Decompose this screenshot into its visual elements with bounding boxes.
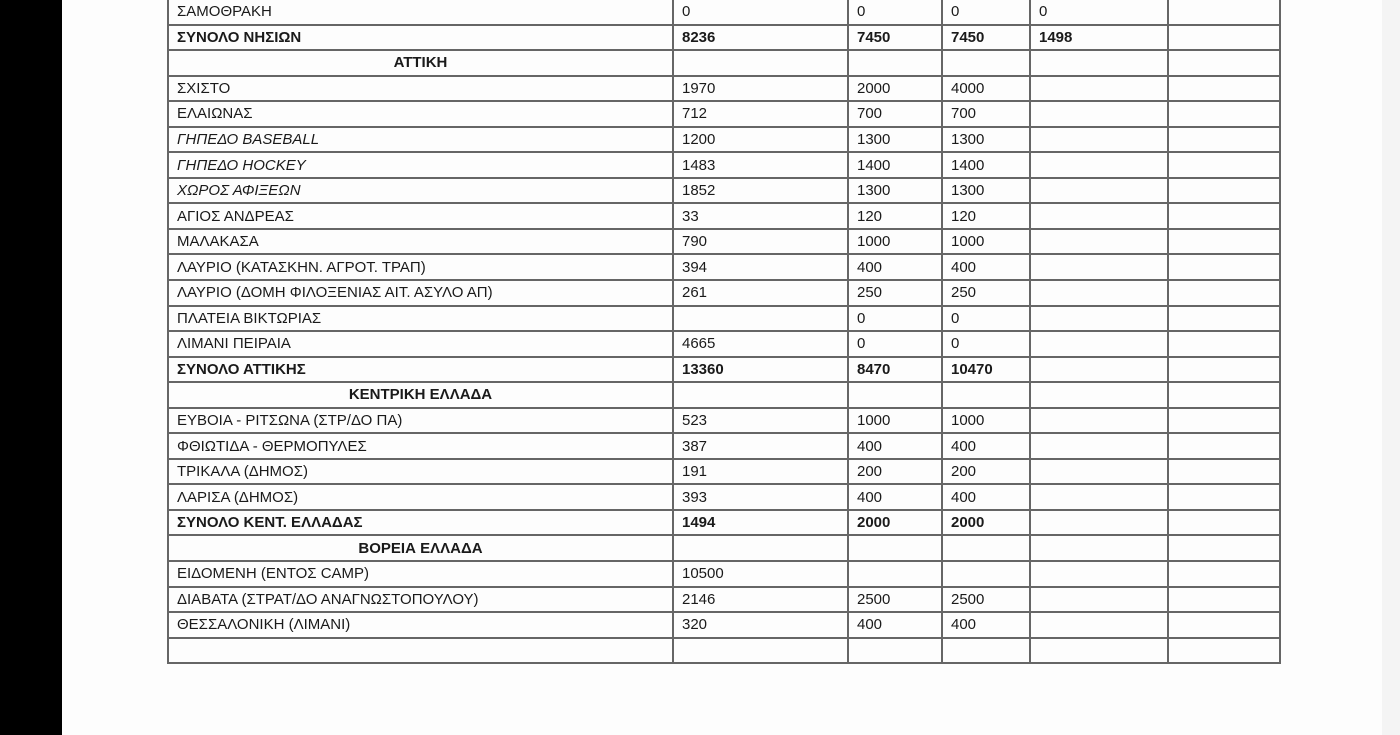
- value-cell-v1: 1970: [673, 76, 848, 102]
- table-row: [168, 76, 1280, 102]
- empty-cell: [1168, 510, 1280, 536]
- value-cell-v1: 1494: [673, 510, 848, 536]
- value-cell-v3: 2000: [942, 510, 1030, 536]
- value-cell-v1: 1852: [673, 178, 848, 204]
- location-name: ΣΧΙΣΤΟ: [168, 76, 673, 102]
- value-cell-v4: [1030, 203, 1168, 229]
- value-cell-v4: [1030, 510, 1168, 536]
- table-row: [168, 561, 1280, 587]
- table-row: [168, 612, 1280, 638]
- section-title: ΑΤΤΙΚΗ: [168, 50, 673, 76]
- value-cell-v4: [1030, 127, 1168, 153]
- value-cell-v4: [1030, 535, 1168, 561]
- empty-cell: [1168, 203, 1280, 229]
- value-cell-v3: [942, 50, 1030, 76]
- empty-cell: [1168, 229, 1280, 255]
- location-name: ΜΑΛΑΚΑΣΑ: [168, 229, 673, 255]
- value-cell-v4: [1030, 280, 1168, 306]
- document-page: [62, 0, 1382, 735]
- value-cell-v3: 1000: [942, 229, 1030, 255]
- total-row: [168, 357, 1280, 383]
- table-row: [168, 0, 1280, 25]
- page-edge: [1382, 0, 1400, 735]
- location-name: ΣΥΝΟΛΟ ΝΗΣΙΩΝ: [168, 25, 673, 51]
- empty-cell: [1168, 50, 1280, 76]
- value-cell-v1: 10500: [673, 561, 848, 587]
- table-row: [168, 306, 1280, 332]
- location-name: ΣΑΜΟΘΡΑΚΗ: [168, 0, 673, 25]
- value-cell-v3: 0: [942, 331, 1030, 357]
- value-cell-v4: [1030, 357, 1168, 383]
- value-cell-v3: 400: [942, 612, 1030, 638]
- value-cell-v2: 400: [848, 433, 942, 459]
- value-cell-v2: 1400: [848, 152, 942, 178]
- value-cell-v4: [1030, 152, 1168, 178]
- value-cell-v3: 2500: [942, 587, 1030, 613]
- value-cell-v2: 8470: [848, 357, 942, 383]
- value-cell-v1: 191: [673, 459, 848, 485]
- empty-cell: [1168, 101, 1280, 127]
- value-cell-v1: 320: [673, 612, 848, 638]
- table-row: [168, 484, 1280, 510]
- value-cell-v3: 250: [942, 280, 1030, 306]
- value-cell-v1: 1200: [673, 127, 848, 153]
- value-cell-v2: 7450: [848, 25, 942, 51]
- value-cell-v4: [1030, 561, 1168, 587]
- value-cell-v4: 1498: [1030, 25, 1168, 51]
- table-row: [168, 127, 1280, 153]
- total-row: [168, 25, 1280, 51]
- empty-cell: [1168, 638, 1280, 664]
- value-cell-v1: 394: [673, 254, 848, 280]
- empty-cell: [1168, 561, 1280, 587]
- value-cell-v2: [848, 638, 942, 664]
- value-cell-v3: [942, 535, 1030, 561]
- value-cell-v4: [1030, 433, 1168, 459]
- section-header-row: [168, 50, 1280, 76]
- value-cell-v1: 523: [673, 408, 848, 434]
- table-row: [168, 587, 1280, 613]
- refugee-capacity-table: [167, 0, 1281, 664]
- value-cell-v1: [673, 382, 848, 408]
- empty-cell: [1168, 357, 1280, 383]
- location-name: [168, 638, 673, 664]
- value-cell-v2: 400: [848, 254, 942, 280]
- value-cell-v3: 700: [942, 101, 1030, 127]
- value-cell-v2: [848, 50, 942, 76]
- value-cell-v3: 0: [942, 306, 1030, 332]
- section-title: ΚΕΝΤΡΙΚΗ ΕΛΛΑΔΑ: [168, 382, 673, 408]
- table-row: [168, 229, 1280, 255]
- value-cell-v4: [1030, 76, 1168, 102]
- value-cell-v2: 250: [848, 280, 942, 306]
- empty-cell: [1168, 382, 1280, 408]
- empty-cell: [1168, 76, 1280, 102]
- value-cell-v4: [1030, 459, 1168, 485]
- value-cell-v1: [673, 535, 848, 561]
- value-cell-v3: 1300: [942, 178, 1030, 204]
- total-row: [168, 510, 1280, 536]
- value-cell-v3: 400: [942, 484, 1030, 510]
- value-cell-v2: 2000: [848, 510, 942, 536]
- value-cell-v1: 387: [673, 433, 848, 459]
- location-name: ΣΥΝΟΛΟ ΚΕΝΤ. ΕΛΛΑΔΑΣ: [168, 510, 673, 536]
- table-row: [168, 203, 1280, 229]
- value-cell-v4: [1030, 306, 1168, 332]
- value-cell-v3: 1400: [942, 152, 1030, 178]
- value-cell-v4: 0: [1030, 0, 1168, 25]
- value-cell-v4: [1030, 50, 1168, 76]
- value-cell-v2: [848, 382, 942, 408]
- empty-cell: [1168, 0, 1280, 25]
- value-cell-v4: [1030, 101, 1168, 127]
- value-cell-v3: 400: [942, 433, 1030, 459]
- value-cell-v3: [942, 561, 1030, 587]
- value-cell-v1: 712: [673, 101, 848, 127]
- value-cell-v1: 33: [673, 203, 848, 229]
- empty-cell: [1168, 178, 1280, 204]
- table-row: [168, 178, 1280, 204]
- value-cell-v3: [942, 638, 1030, 664]
- location-name: ΔΙΑΒΑΤΑ (ΣΤΡΑΤ/ΔΟ ΑΝΑΓΝΩΣΤΟΠΟΥΛΟΥ): [168, 587, 673, 613]
- value-cell-v4: [1030, 331, 1168, 357]
- value-cell-v4: [1030, 382, 1168, 408]
- empty-cell: [1168, 306, 1280, 332]
- value-cell-v4: [1030, 408, 1168, 434]
- location-name: ΧΩΡΟΣ ΑΦΙΞΕΩΝ: [168, 178, 673, 204]
- table-row: [168, 254, 1280, 280]
- location-name: ΛΑΡΙΣΑ (ΔΗΜΟΣ): [168, 484, 673, 510]
- value-cell-v4: [1030, 229, 1168, 255]
- empty-cell: [1168, 331, 1280, 357]
- value-cell-v3: 1300: [942, 127, 1030, 153]
- location-name: ΛΑΥΡΙΟ (ΚΑΤΑΣΚΗΝ. ΑΓΡΟΤ. ΤΡΑΠ): [168, 254, 673, 280]
- value-cell-v2: 200: [848, 459, 942, 485]
- value-cell-v4: [1030, 484, 1168, 510]
- value-cell-v1: 8236: [673, 25, 848, 51]
- table-row: [168, 152, 1280, 178]
- value-cell-v3: 120: [942, 203, 1030, 229]
- location-name: ΓΗΠΕΔΟ HOCKEY: [168, 152, 673, 178]
- table-row: [168, 408, 1280, 434]
- value-cell-v1: 4665: [673, 331, 848, 357]
- location-name: ΑΓΙΟΣ ΑΝΔΡΕΑΣ: [168, 203, 673, 229]
- value-cell-v1: 1483: [673, 152, 848, 178]
- empty-cell: [1168, 612, 1280, 638]
- value-cell-v4: [1030, 254, 1168, 280]
- value-cell-v2: 2500: [848, 587, 942, 613]
- value-cell-v3: [942, 382, 1030, 408]
- table-row: [168, 280, 1280, 306]
- value-cell-v2: 0: [848, 0, 942, 25]
- table-body: [168, 0, 1280, 663]
- value-cell-v3: 200: [942, 459, 1030, 485]
- empty-cell: [1168, 535, 1280, 561]
- location-name: ΣΥΝΟΛΟ ΑΤΤΙΚΗΣ: [168, 357, 673, 383]
- value-cell-v4: [1030, 178, 1168, 204]
- value-cell-v2: 400: [848, 484, 942, 510]
- value-cell-v1: 261: [673, 280, 848, 306]
- location-name: ΕΛΑΙΩΝΑΣ: [168, 101, 673, 127]
- value-cell-v2: 0: [848, 331, 942, 357]
- table-row: [168, 101, 1280, 127]
- value-cell-v1: 13360: [673, 357, 848, 383]
- value-cell-v2: [848, 561, 942, 587]
- value-cell-v2: 2000: [848, 76, 942, 102]
- location-name: ΦΘΙΩΤΙΔΑ - ΘΕΡΜΟΠΥΛΕΣ: [168, 433, 673, 459]
- value-cell-v4: [1030, 638, 1168, 664]
- section-title: ΒΟΡΕΙΑ ΕΛΛΑΔΑ: [168, 535, 673, 561]
- empty-cell: [1168, 587, 1280, 613]
- value-cell-v1: 2146: [673, 587, 848, 613]
- table-row: [168, 459, 1280, 485]
- empty-cell: [1168, 433, 1280, 459]
- location-name: ΤΡΙΚΑΛΑ (ΔΗΜΟΣ): [168, 459, 673, 485]
- value-cell-v1: [673, 50, 848, 76]
- value-cell-v4: [1030, 587, 1168, 613]
- value-cell-v2: 400: [848, 612, 942, 638]
- value-cell-v1: 790: [673, 229, 848, 255]
- empty-cell: [1168, 484, 1280, 510]
- value-cell-v3: 7450: [942, 25, 1030, 51]
- value-cell-v3: 1000: [942, 408, 1030, 434]
- section-header-row: [168, 535, 1280, 561]
- value-cell-v2: 700: [848, 101, 942, 127]
- value-cell-v2: [848, 535, 942, 561]
- section-header-row: [168, 382, 1280, 408]
- value-cell-v2: 1300: [848, 127, 942, 153]
- value-cell-v1: 0: [673, 0, 848, 25]
- empty-cell: [1168, 280, 1280, 306]
- location-name: ΛΙΜΑΝΙ ΠΕΙΡΑΙΑ: [168, 331, 673, 357]
- value-cell-v4: [1030, 612, 1168, 638]
- value-cell-v3: 4000: [942, 76, 1030, 102]
- empty-cell: [1168, 25, 1280, 51]
- value-cell-v3: 0: [942, 0, 1030, 25]
- value-cell-v2: 120: [848, 203, 942, 229]
- empty-cell: [1168, 459, 1280, 485]
- value-cell-v2: 0: [848, 306, 942, 332]
- value-cell-v1: [673, 638, 848, 664]
- location-name: ΛΑΥΡΙΟ (ΔΟΜΗ ΦΙΛΟΞΕΝΙΑΣ ΑΙΤ. ΑΣΥΛΟ ΑΠ): [168, 280, 673, 306]
- value-cell-v2: 1000: [848, 229, 942, 255]
- value-cell-v3: 400: [942, 254, 1030, 280]
- location-name: ΕΥΒΟΙΑ - ΡΙΤΣΩΝΑ (ΣΤΡ/ΔΟ ΠΑ): [168, 408, 673, 434]
- empty-cell: [1168, 152, 1280, 178]
- location-name: ΠΛΑΤΕΙΑ ΒΙΚΤΩΡΙΑΣ: [168, 306, 673, 332]
- location-name: ΓΗΠΕΔΟ BASEBALL: [168, 127, 673, 153]
- value-cell-v1: 393: [673, 484, 848, 510]
- table-row: [168, 433, 1280, 459]
- empty-cell: [1168, 127, 1280, 153]
- value-cell-v3: 10470: [942, 357, 1030, 383]
- empty-cell: [1168, 254, 1280, 280]
- location-name: ΘΕΣΣΑΛΟΝΙΚΗ (ΛΙΜΑΝΙ): [168, 612, 673, 638]
- value-cell-v2: 1000: [848, 408, 942, 434]
- value-cell-v2: 1300: [848, 178, 942, 204]
- table-row: [168, 638, 1280, 664]
- empty-cell: [1168, 408, 1280, 434]
- value-cell-v1: [673, 306, 848, 332]
- table-row: [168, 331, 1280, 357]
- location-name: ΕΙΔΟΜΕΝΗ (ΕΝΤΟΣ CAMP): [168, 561, 673, 587]
